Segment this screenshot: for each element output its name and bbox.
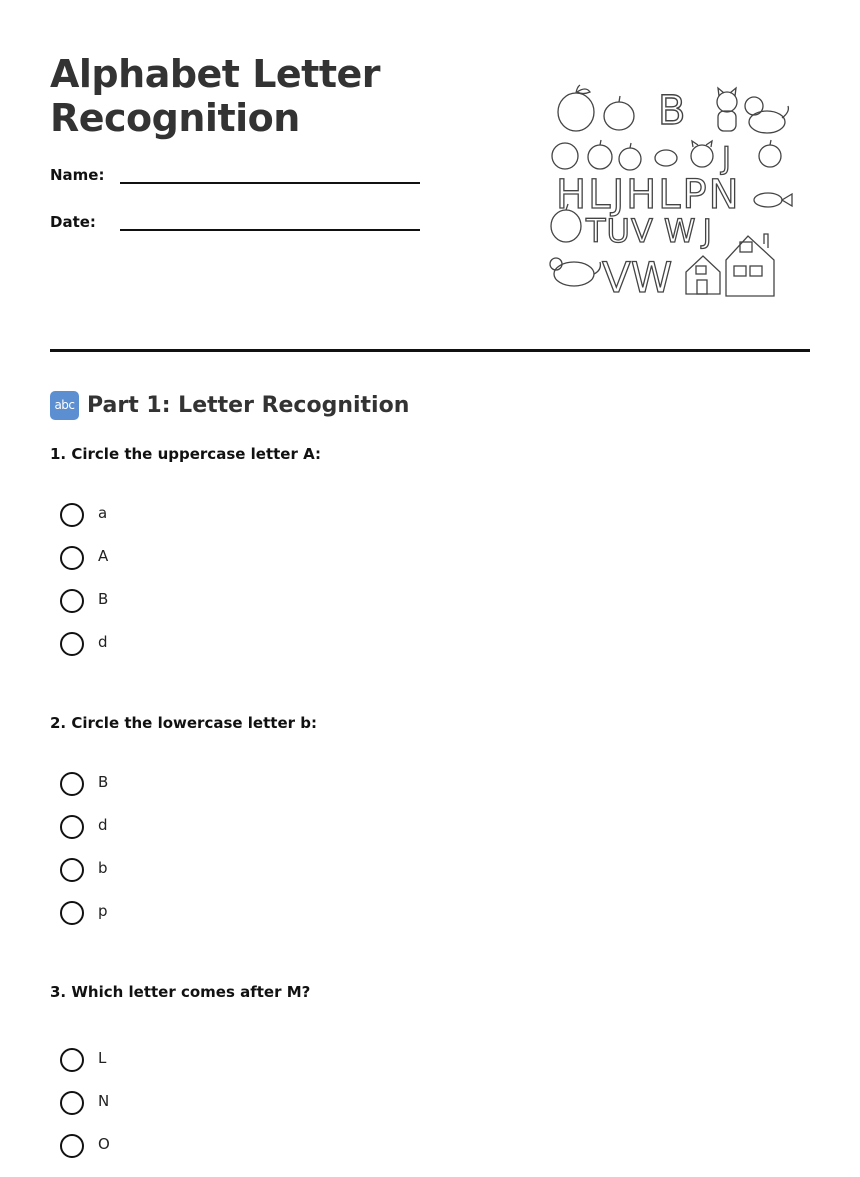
option-label: d xyxy=(98,816,108,834)
radio-button[interactable] xyxy=(60,503,84,527)
clipart-letter: H xyxy=(626,172,659,218)
clipart-letter: J xyxy=(722,141,731,176)
option-label: O xyxy=(98,1135,110,1153)
option-list xyxy=(60,503,360,675)
clipart-letter: U xyxy=(606,212,631,250)
option-label: b xyxy=(98,859,108,877)
option-label: N xyxy=(98,1092,110,1110)
radio-button[interactable] xyxy=(60,1091,84,1115)
date-label: Date: xyxy=(50,213,96,231)
question-text: 3. Which letter comes after M? xyxy=(50,983,311,1001)
question-1 xyxy=(50,445,810,651)
option-item[interactable] xyxy=(60,1091,360,1134)
clipart-letter: V xyxy=(630,212,654,250)
option-item[interactable] xyxy=(60,901,360,944)
option-item[interactable] xyxy=(60,503,360,546)
page-title xyxy=(50,52,490,140)
option-item[interactable] xyxy=(60,815,360,858)
clipart-letter: P xyxy=(682,172,709,218)
clipart-letter: L xyxy=(588,172,613,218)
option-item[interactable] xyxy=(60,589,360,632)
clipart-letter: J xyxy=(612,172,627,218)
section-divider xyxy=(50,349,810,352)
name-line[interactable] xyxy=(120,182,420,184)
mouse-icon xyxy=(550,258,600,286)
radio-button[interactable] xyxy=(60,1134,84,1158)
clipart-letter: H xyxy=(556,172,589,218)
house-icon xyxy=(686,256,720,294)
clipart-letter: W xyxy=(663,212,697,250)
radio-button[interactable] xyxy=(60,901,84,925)
question-text: 2. Circle the lowercase letter b: xyxy=(50,714,317,732)
clipart-letter: J xyxy=(702,212,713,250)
option-item[interactable] xyxy=(60,546,360,589)
date-line[interactable] xyxy=(120,229,420,231)
title-line-1: Alphabet Letter xyxy=(50,52,381,96)
radio-button[interactable] xyxy=(60,772,84,796)
question-text: 1. Circle the uppercase letter A: xyxy=(50,445,321,463)
option-item[interactable] xyxy=(60,858,360,901)
option-label: A xyxy=(98,547,109,565)
radio-button[interactable] xyxy=(60,632,84,656)
section-title: Part 1: Letter Recognition xyxy=(87,392,410,418)
option-item[interactable] xyxy=(60,1048,360,1091)
clipart-letter: T xyxy=(586,212,607,250)
option-item[interactable] xyxy=(60,1134,360,1177)
alphabet-clipart xyxy=(546,84,796,302)
svg-text:TUVWJ xyxy=(585,212,713,250)
option-item[interactable] xyxy=(60,632,360,675)
clipart-letter: L xyxy=(658,172,683,218)
name-label: Name: xyxy=(50,166,105,184)
option-label: B xyxy=(98,773,109,791)
fruit-row xyxy=(552,140,781,170)
option-label: d xyxy=(98,633,108,651)
clipart-letter: B xyxy=(658,88,686,134)
title-line-2: Recognition xyxy=(50,96,300,140)
fish-icon xyxy=(754,193,792,207)
clipart-letter: V xyxy=(602,253,631,302)
dog-icon xyxy=(745,97,788,133)
question-2 xyxy=(50,714,810,920)
abc-icon: abc xyxy=(50,391,79,420)
option-label: L xyxy=(98,1049,107,1067)
svg-text:VW xyxy=(602,253,672,302)
section-header xyxy=(50,388,409,422)
option-label: B xyxy=(98,590,109,608)
apple-icon xyxy=(604,96,634,130)
clipart-letter: W xyxy=(630,253,673,302)
house-icon xyxy=(726,234,774,296)
option-list xyxy=(60,772,360,944)
option-label: a xyxy=(98,504,108,522)
question-3 xyxy=(50,983,810,1153)
radio-button[interactable] xyxy=(60,815,84,839)
apple-icon xyxy=(558,85,594,131)
radio-button[interactable] xyxy=(60,546,84,570)
option-label: p xyxy=(98,902,108,920)
radio-button[interactable] xyxy=(60,589,84,613)
option-item[interactable] xyxy=(60,772,360,815)
clipart-letter: N xyxy=(708,172,741,218)
cat-icon xyxy=(717,88,737,131)
radio-button[interactable] xyxy=(60,1048,84,1072)
option-list xyxy=(60,1048,360,1177)
radio-button[interactable] xyxy=(60,858,84,882)
